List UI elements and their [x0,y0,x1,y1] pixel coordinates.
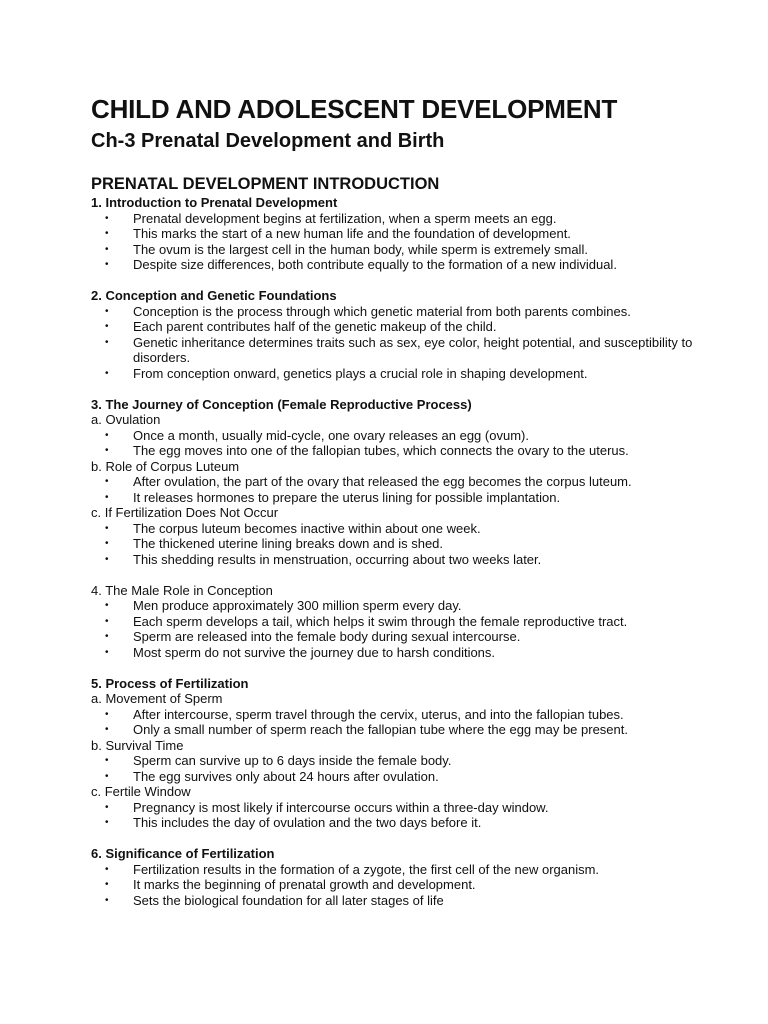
bullet-item: • Pregnancy is most likely if intercourse occurs within a three-day window. [91,800,731,816]
bullet-list [91,521,731,568]
bullet-list [91,862,731,909]
bullet-item: • Men produce approximately 300 million sperm every day. [91,598,731,614]
bullet-list [91,428,731,459]
bullet-item: • Prenatal development begins at fertilization, when a sperm meets an egg. [91,211,731,227]
bullet-item: • It releases hormones to prepare the uterus lining for possible implantation. [91,490,731,506]
block-spacer [91,567,731,583]
subsection-label: c. Fertile Window [91,784,191,799]
spacer [91,156,731,173]
document-page [91,92,731,908]
bullet-item: • Only a small number of sperm reach the fallopian tube where the egg may be present. [91,722,731,738]
block-title: 2. Conception and Genetic Foundations [91,288,337,303]
content-block [91,846,731,908]
bullet-item: • From conception onward, genetics plays a crucial role in shaping development. [91,366,731,382]
bullet-item: • This shedding results in menstruation, occurring about two weeks later. [91,552,731,568]
bullet-item: • Sets the biological foundation for all later stages of life [91,893,731,909]
bullet-list [91,304,731,382]
block-spacer [91,831,731,847]
bullet-item: • Each parent contributes half of the genetic makeup of the child. [91,319,731,335]
content-blocks [91,195,731,908]
bullet-item: • Each sperm develops a tail, which helps it swim through the female reproductive tract. [91,614,731,630]
block-title: 5. Process of Fertilization [91,675,249,691]
subsection-label: a. Ovulation [91,412,161,427]
block-spacer [91,273,731,289]
block-spacer [91,381,731,397]
subsection-label: c. If Fertilization Does Not Occur [91,505,279,520]
content-block [91,195,731,273]
bullet-item: • Most sperm do not survive the journey due to harsh conditions. [91,645,731,661]
block-title: 3. The Journey of Conception (Female Reproductive Process) [91,396,472,412]
document-title: CHILD AND ADOLESCENT DEVELOPMENT [91,94,618,124]
content-block [91,397,731,568]
content-block [91,583,731,661]
content-block [91,676,731,831]
bullet-item: • Conception is the process through which genetic material from both parents combines. [91,304,731,320]
bullet-item: • It marks the beginning of prenatal growth and development. [91,877,731,893]
document-subtitle: Ch-3 Prenatal Development and Birth [91,130,445,152]
bullet-item: • The corpus luteum becomes inactive within about one week. [91,521,731,537]
bullet-item: • Despite size differences, both contribute equally to the formation of a new individual. [91,257,731,273]
bullet-item: • The ovum is the largest cell in the human body, while sperm is extremely small. [91,242,731,258]
subsection-label: b. Role of Corpus Luteum [91,458,240,474]
bullet-item: • Once a month, usually mid-cycle, one ovary releases an egg (ovum). [91,428,731,444]
content-block [91,288,731,381]
bullet-item: • The egg survives only about 24 hours after ovulation. [91,769,731,785]
bullet-item: • Fertilization results in the formation of a zygote, the first cell of the new organism. [91,862,731,878]
bullet-item: • This marks the start of a new human life and the foundation of development. [91,226,731,242]
bullet-item: • The thickened uterine lining breaks down and is shed. [91,536,731,552]
bullet-item: • This includes the day of ovulation and the two days before it. [91,815,731,831]
bullet-item: • Genetic inheritance determines traits such as sex, eye color, height potential, and susceptibility to disorders. [91,335,731,366]
bullet-list [91,800,731,831]
bullet-item: • Sperm are released into the female body during sexual intercourse. [91,629,731,645]
bullet-list [91,598,731,660]
bullet-item: • After intercourse, sperm travel through the cervix, uterus, and into the fallopian tubes. [91,707,731,723]
bullet-list [91,474,731,505]
bullet-list [91,211,731,273]
bullet-item: • After ovulation, the part of the ovary that released the egg becomes the corpus luteum. [91,474,731,490]
block-title: 4. The Male Role in Conception [91,582,273,598]
subsection-label: b. Survival Time [91,737,184,753]
section-heading: PRENATAL DEVELOPMENT INTRODUCTION [91,175,440,193]
bullet-item: • The egg moves into one of the fallopian tubes, which connects the ovary to the uterus. [91,443,731,459]
bullet-list [91,707,731,738]
block-title: 1. Introduction to Prenatal Development [91,195,338,210]
block-title: 6. Significance of Fertilization [91,846,275,861]
bullet-item: • Sperm can survive up to 6 days inside the female body. [91,753,731,769]
block-spacer [91,660,731,676]
subsection-label: a. Movement of Sperm [91,691,223,706]
bullet-list [91,753,731,784]
